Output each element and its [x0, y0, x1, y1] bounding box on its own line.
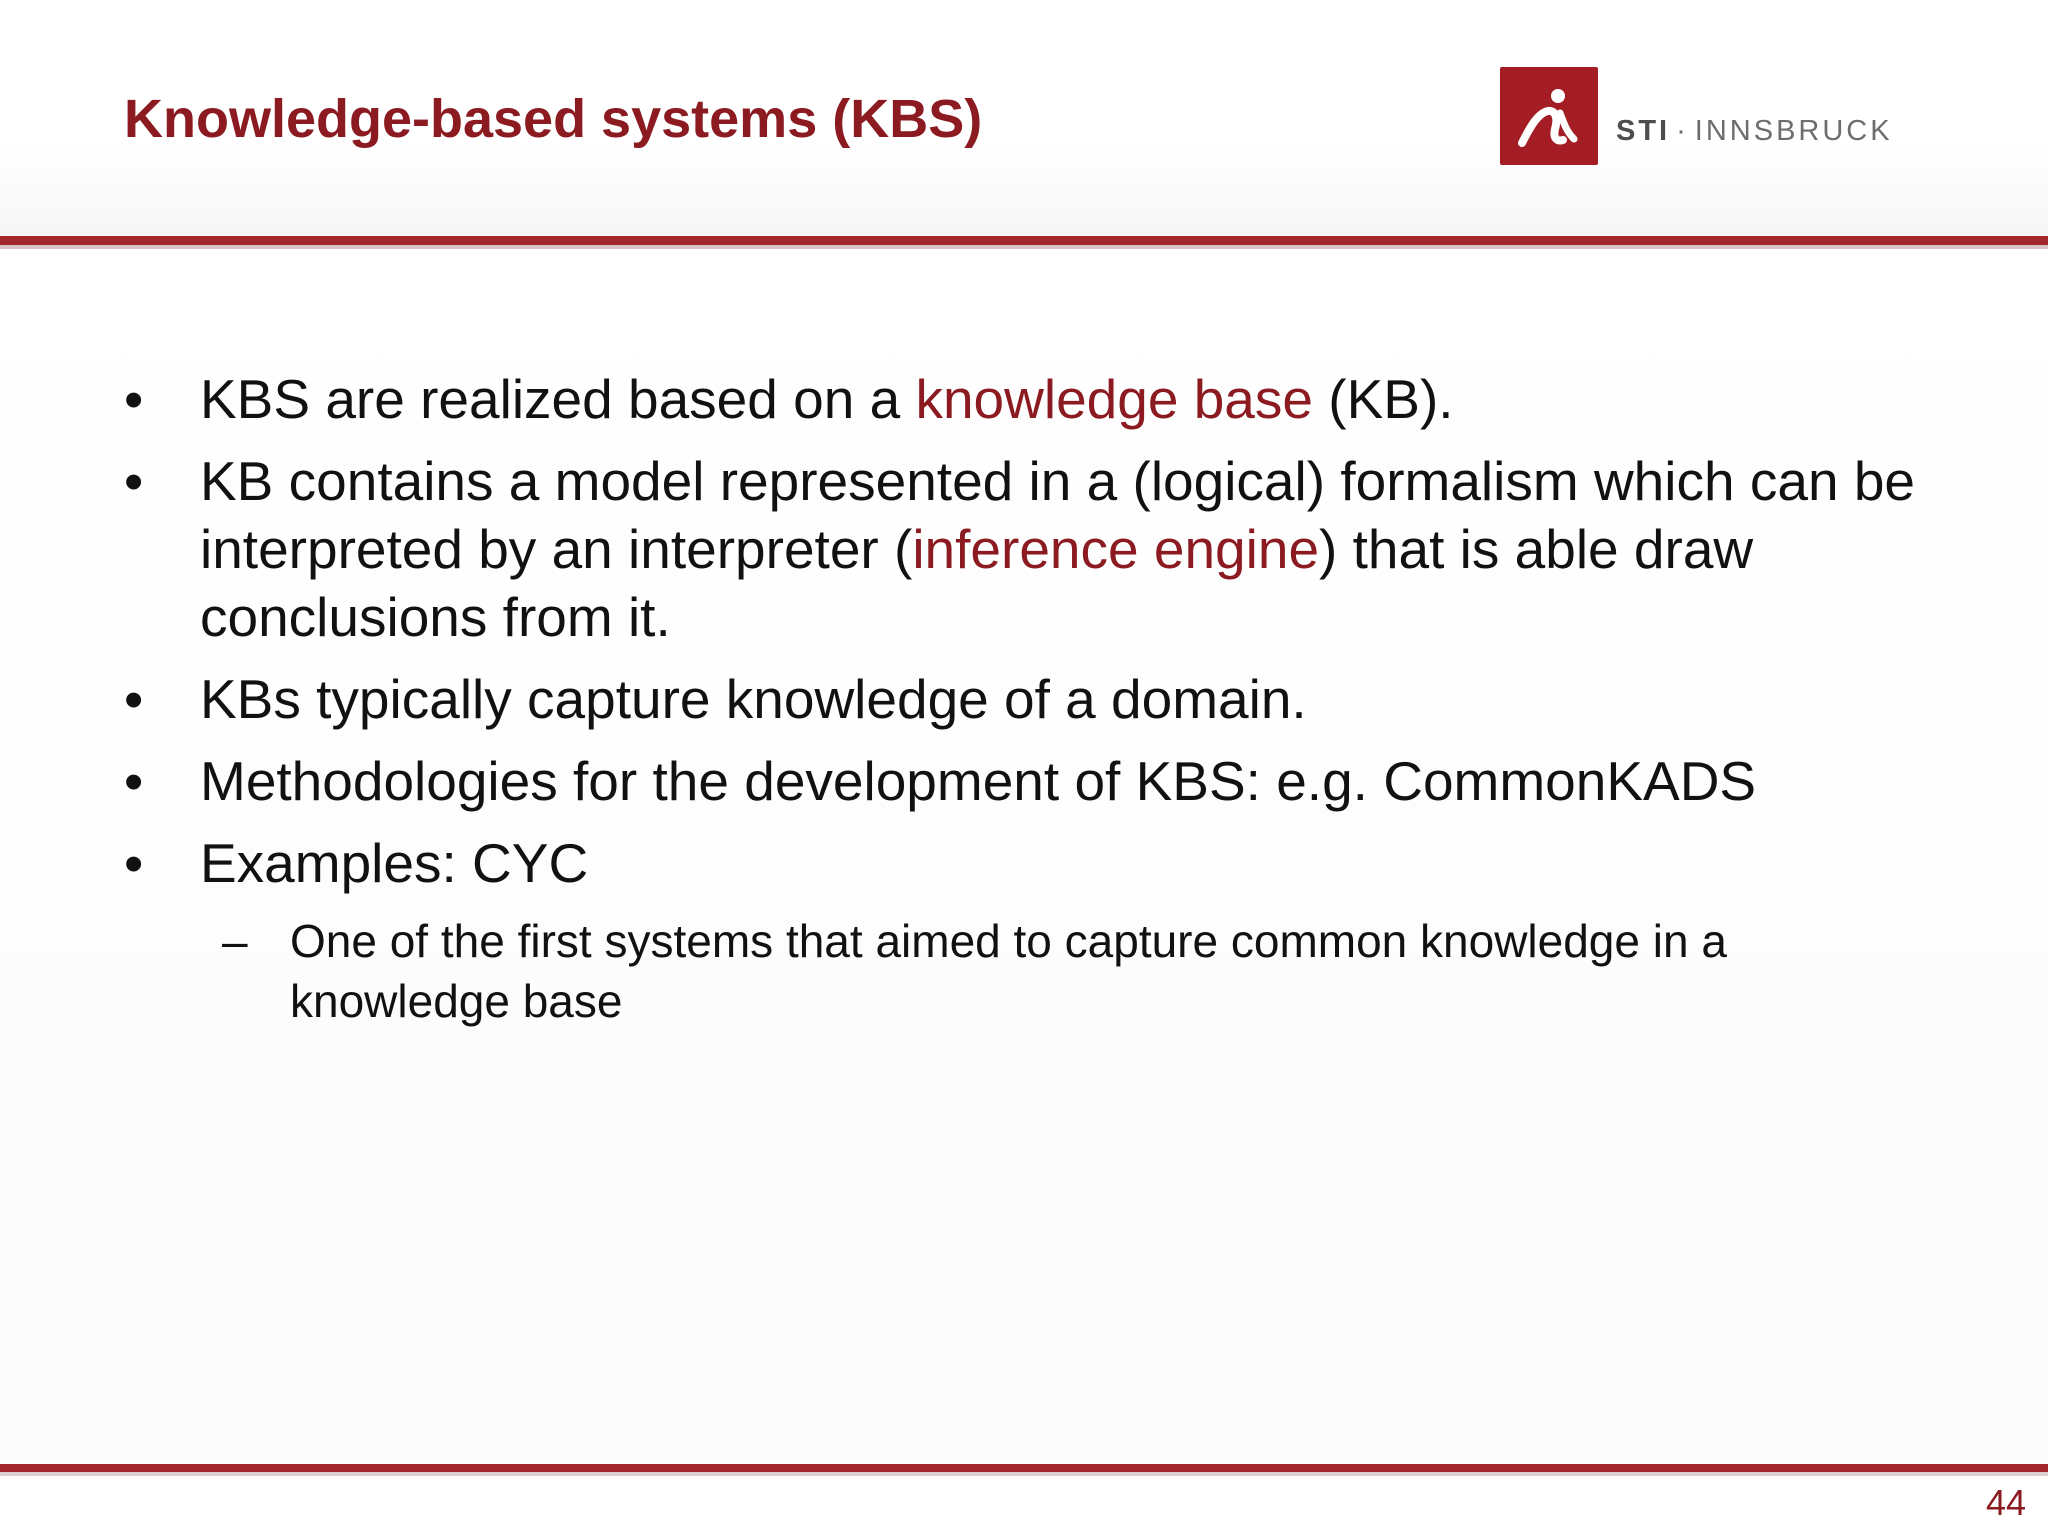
- bullet-item-marker: •: [124, 368, 144, 430]
- bullet-item: [0, 447, 1920, 651]
- bullet-text: KBS are realized based on a: [200, 368, 916, 430]
- bullet-text: Methodologies for the development of KBS: e.g. CommonKADS: [200, 750, 1757, 812]
- bullet-item-marker: •: [124, 450, 144, 512]
- logo-text-sti: STI: [1616, 115, 1671, 147]
- bullet-text: ) that is able draw conclusions from it.: [200, 518, 1754, 648]
- sti-figure-icon: [1500, 67, 1598, 165]
- bullet-item-marker: •: [124, 832, 144, 894]
- bullet-item: [0, 747, 1920, 815]
- bullet-list: [0, 365, 2048, 1031]
- footer-divider-shadow: [0, 1472, 2048, 1476]
- bullet-item: [0, 829, 1920, 897]
- logo-wordmark: [1616, 115, 1893, 148]
- highlighted-term: knowledge base: [915, 368, 1313, 430]
- bullet-item-marker: •: [124, 668, 144, 730]
- page-number: 44: [1985, 1482, 2026, 1523]
- logo-text-separator: ·: [1676, 115, 1689, 147]
- header-divider: [0, 236, 2048, 245]
- bullet-item-marker: •: [124, 750, 144, 812]
- footer-divider: [0, 1464, 2048, 1472]
- highlighted-term: inference engine: [912, 518, 1320, 580]
- bullet-text: One of the first systems that aimed to capture common knowledge in a knowledge base: [290, 915, 1727, 1027]
- slide-header: [0, 0, 2048, 238]
- sub-bullet-item: [0, 911, 1930, 1031]
- bullet-text: (KB).: [1312, 368, 1454, 430]
- bullet-item: [0, 665, 1920, 733]
- bullet-text: KB contains a model represented in a (logical) formalism which can be interpreted by an interpreter (: [200, 450, 1915, 580]
- slide-title: Knowledge-based systems (KBS): [124, 89, 983, 149]
- logo-text-place: INNSBRUCK: [1694, 115, 1893, 147]
- sub-bullet-item-marker: –: [222, 915, 248, 967]
- bullet-text: Examples: CYC: [200, 832, 589, 894]
- bullet-item: [0, 365, 1920, 433]
- bullet-text: KBs typically capture knowledge of a domain.: [200, 668, 1307, 730]
